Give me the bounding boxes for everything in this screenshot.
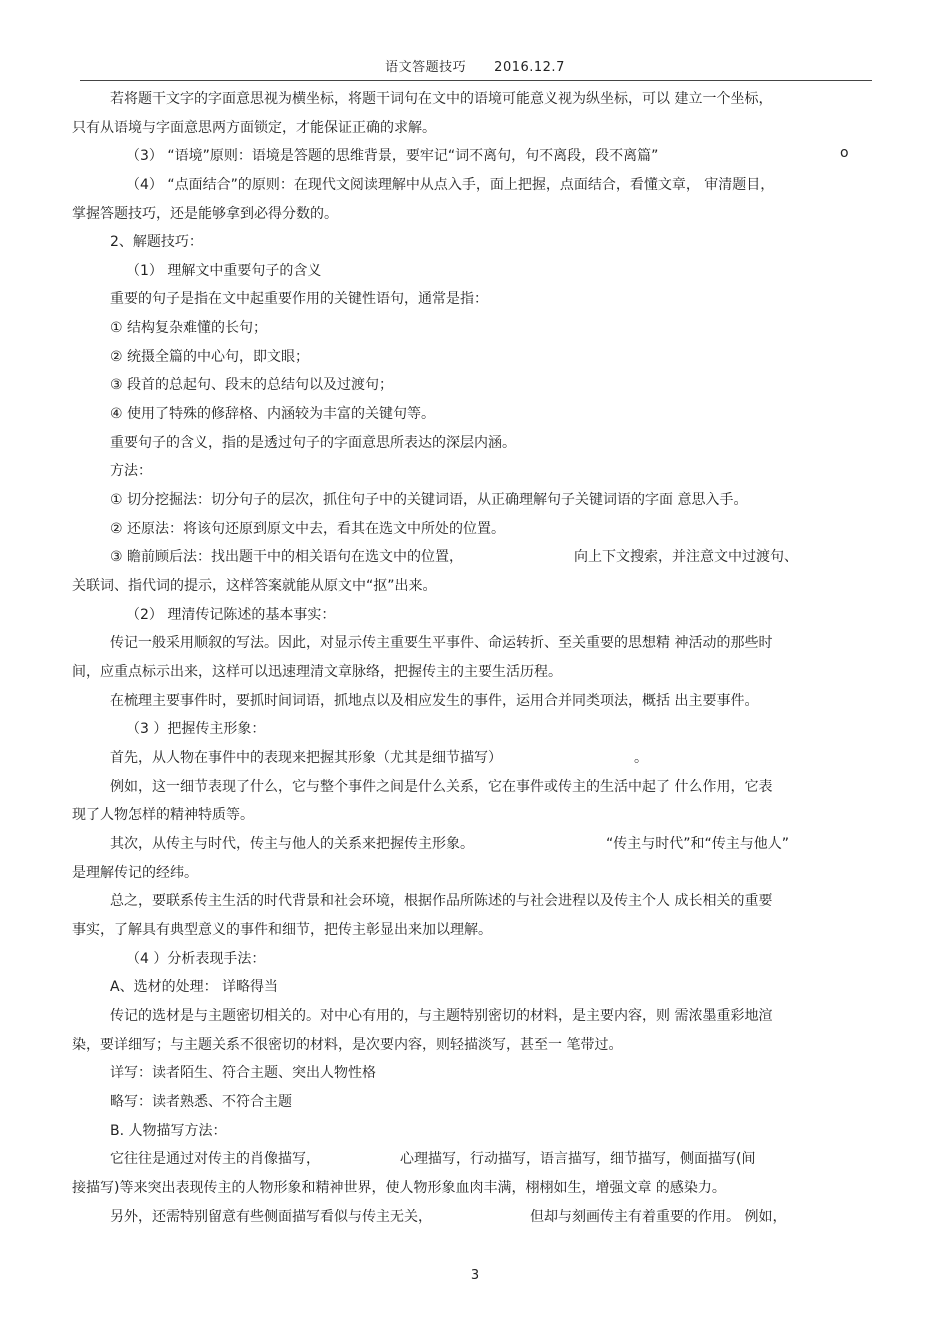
- text-line: ③ 段首的总起句、段末的总结句以及过渡句；: [110, 377, 393, 393]
- text-line: 间，应重点标示出来，这样可以迅速理清文章脉络，把握传主的主要生活历程。: [72, 664, 562, 680]
- header-rule: [80, 80, 872, 81]
- text-line: 现了人物怎样的精神特质等。: [72, 807, 254, 823]
- text-line: ④ 使用了特殊的修辞格、内涵较为丰富的关键句等。: [110, 406, 435, 422]
- text-line: o: [840, 145, 849, 161]
- text-line: （2） 理清传记陈述的基本事实：: [126, 607, 336, 623]
- text-line: 传记一般采用顺叙的写法。因此，对显示传主重要生平事件、命运转折、至关重要的思想精 神活动的那些时: [110, 635, 773, 651]
- text-line: 若将题干文字的字面意思视为横坐标，将题干词句在文中的语境可能意义视为纵坐标，可以 建立一个坐标，: [110, 91, 773, 107]
- text-line: ① 切分挖掘法：切分句子的层次，抓住句子中的关键词语，从正确理解句子关键词语的字面 意思入手。: [110, 492, 748, 508]
- text-line: 染，要详细写；与主题关系不很密切的材料，是次要内容，则轻描淡写，甚至一 笔带过。: [72, 1037, 623, 1053]
- header-title: 语文答题技巧: [385, 60, 467, 75]
- text-line: B. 人物描写方法：: [110, 1123, 227, 1139]
- text-line: ① 结构复杂难懂的长句；: [110, 320, 268, 336]
- text-line: 2、解题技巧：: [110, 234, 203, 250]
- text-line: A、选材的处理： 详略得当: [110, 979, 279, 995]
- text-line: （1） 理解文中重要句子的含义: [126, 263, 322, 279]
- text-line: 只有从语境与字面意思两方面锁定，才能保证正确的求解。: [72, 120, 436, 136]
- text-line: 传记的选材是与主题密切相关的。对中心有用的，与主题特别密切的材料，是主要内容，则 需浓墨重彩地渲: [110, 1008, 773, 1024]
- text-line: ③ 瞻前顾后法：找出题干中的相关语句在选文中的位置，: [110, 549, 463, 565]
- header-date: 2016.12.7: [494, 60, 565, 75]
- text-line: 接描写)等来突出表现传主的人物形象和精神世界，使人物形象血肉丰满，栩栩如生，增强文章 的感染力。: [72, 1180, 726, 1196]
- text-line: 重要句子的含义，指的是透过句子的字面意思所表达的深层内涵。: [110, 435, 516, 451]
- text-line: 向上下文搜索，并注意文中过渡句、: [574, 549, 798, 565]
- text-line: 关联词、指代词的提示，这样答案就能从原文中“抠”出来。: [72, 578, 437, 594]
- text-line: 方法：: [110, 463, 152, 479]
- text-line: （4 ）分析表现手法：: [126, 951, 266, 967]
- text-line: （3） “语境”原则：语境是答题的思维背景，要牢记“词不离句，句不离段，段不离篇”: [126, 148, 659, 164]
- text-line: 在梳理主要事件时，要抓时间词语，抓地点以及相应发生的事件，运用合并同类项法，概括 出主要事件。: [110, 693, 759, 709]
- text-line: 是理解传记的经纬。: [72, 865, 198, 881]
- page-number: 3: [470, 1268, 480, 1283]
- text-line: 它往往是通过对传主的肖像描写，: [110, 1151, 320, 1167]
- text-line: 总之，要联系传主生活的时代背景和社会环境，根据作品所陈述的与社会进程以及传主个人 成长相关的重要: [110, 893, 773, 909]
- text-line: （4） “点面结合”的原则：在现代文阅读理解中从点入手，面上把握，点面结合，看懂文章， 审清题目，: [126, 177, 775, 193]
- text-line: “传主与时代”和“传主与他人”: [606, 836, 790, 852]
- text-line: 事实，了解具有典型意义的事件和细节，把传主彰显出来加以理解。: [72, 922, 492, 938]
- text-line: ② 统摄全篇的中心句，即文眼；: [110, 349, 310, 365]
- text-line: 。: [634, 750, 648, 766]
- text-line: 另外，还需特别留意有些侧面描写看似与传主无关，: [110, 1209, 432, 1225]
- text-line: 例如，这一细节表现了什么，它与整个事件之间是什么关系，它在事件或传主的生活中起了 什么作用，它表: [110, 779, 773, 795]
- text-line: 掌握答题技巧，还是能够拿到必得分数的。: [72, 206, 338, 222]
- text-line: 略写：读者熟悉、不符合主题: [110, 1094, 292, 1110]
- text-line: （3 ）把握传主形象：: [126, 721, 266, 737]
- text-line: 心理描写，行动描写，语言描写，细节描写，侧面描写(间: [400, 1151, 756, 1167]
- text-line: 但却与刻画传主有着重要的作用。 例如，: [530, 1209, 787, 1225]
- text-line: 其次，从传主与时代，传主与他人的关系来把握传主形象。: [110, 836, 474, 852]
- text-line: 重要的句子是指在文中起重要作用的关键性语句，通常是指：: [110, 291, 488, 307]
- text-line: 首先，从人物在事件中的表现来把握其形象（尤其是细节描写）: [110, 750, 502, 766]
- text-line: ② 还原法：将该句还原到原文中去，看其在选文中所处的位置。: [110, 521, 505, 537]
- text-line: 详写：读者陌生、符合主题、突出人物性格: [110, 1065, 376, 1081]
- page-header: [80, 56, 870, 76]
